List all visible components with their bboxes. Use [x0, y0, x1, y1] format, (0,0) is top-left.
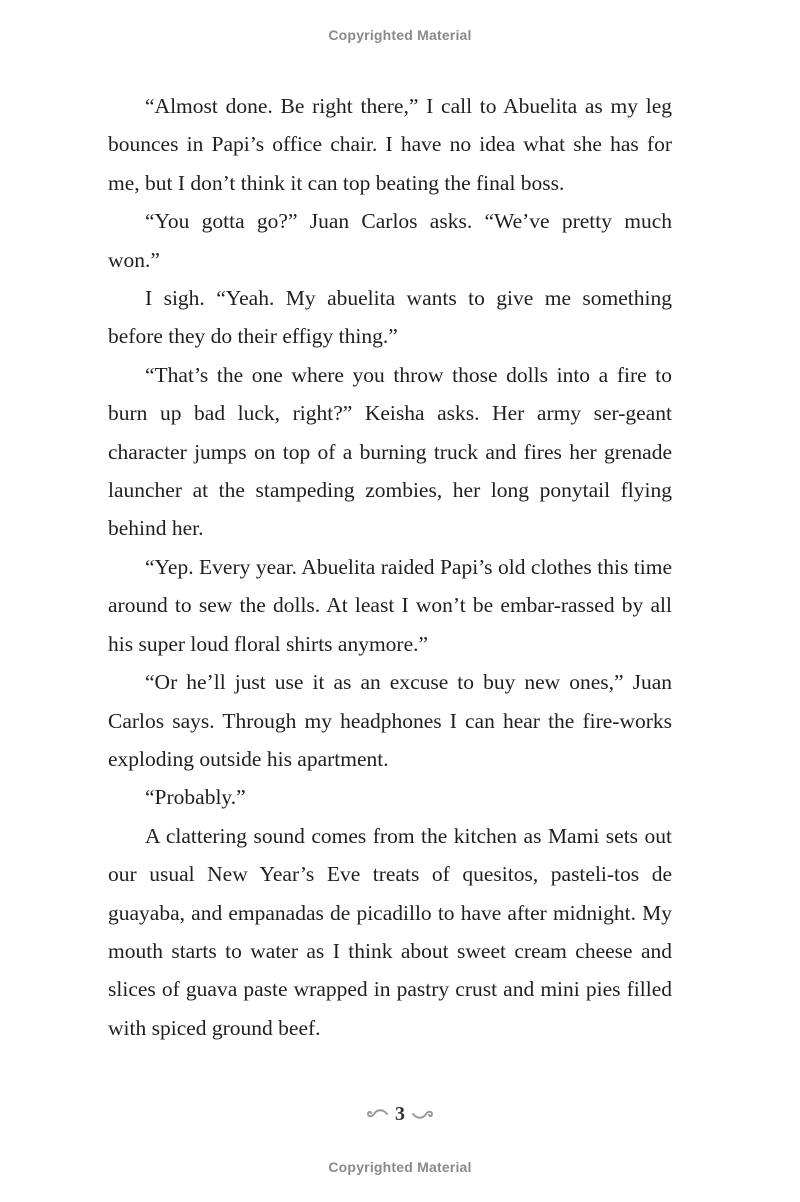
left-swirl-ornament-icon — [365, 1107, 389, 1121]
paragraph-3: I sigh. “Yeah. My abuelita wants to give me something before they do their effigy thing.” — [108, 286, 672, 349]
paragraph-8: A clattering sound comes from the kitchen as Mami sets out our usual New Year’s Eve treats of quesitos, pasteli-tos de guayaba, and empanadas de picadillo to have after midnight. My mouth starts to water as I think about sweet cream cheese and slices of guava paste wrapped in pastry crust and mini pies filled with spiced ground beef. — [108, 823, 672, 1040]
paragraph-1: “Almost done. Be right there,” I call to Abuelita as my leg bounces in Papi’s office chair. I have no idea what she has for me, but I don’t think it can top beating the final boss. — [108, 94, 672, 195]
page-body-text — [108, 87, 672, 1047]
paragraph-2: “You gotta go?” Juan Carlos asks. “We’ve pretty much won.” — [108, 209, 672, 272]
copyright-footer: Copyrighted Material — [328, 1159, 472, 1175]
page-folio — [0, 1104, 800, 1124]
paragraph-6: “Or he’ll just use it as an excuse to buy new ones,” Juan Carlos says. Through my headphones I can hear the fire-works exploding outside his apartment. — [108, 670, 672, 771]
right-swirl-ornament-icon — [411, 1107, 435, 1121]
page-number: 3 — [395, 1103, 405, 1125]
paragraph-4: “That’s the one where you throw those dolls into a fire to burn up bad luck, right?” Keisha asks. Her army ser-geant character jumps on top of a burning truck and fires her grenade launcher at the stampeding zombies, her long ponytail flying behind her. — [108, 362, 672, 541]
paragraph-5: “Yep. Every year. Abuelita raided Papi’s old clothes this time around to sew the dolls. At least I won’t be embar-rassed by all his super loud floral shirts anymore.” — [108, 554, 672, 656]
copyright-header: Copyrighted Material — [328, 27, 472, 43]
paragraph-7: “Probably.” — [145, 785, 246, 810]
